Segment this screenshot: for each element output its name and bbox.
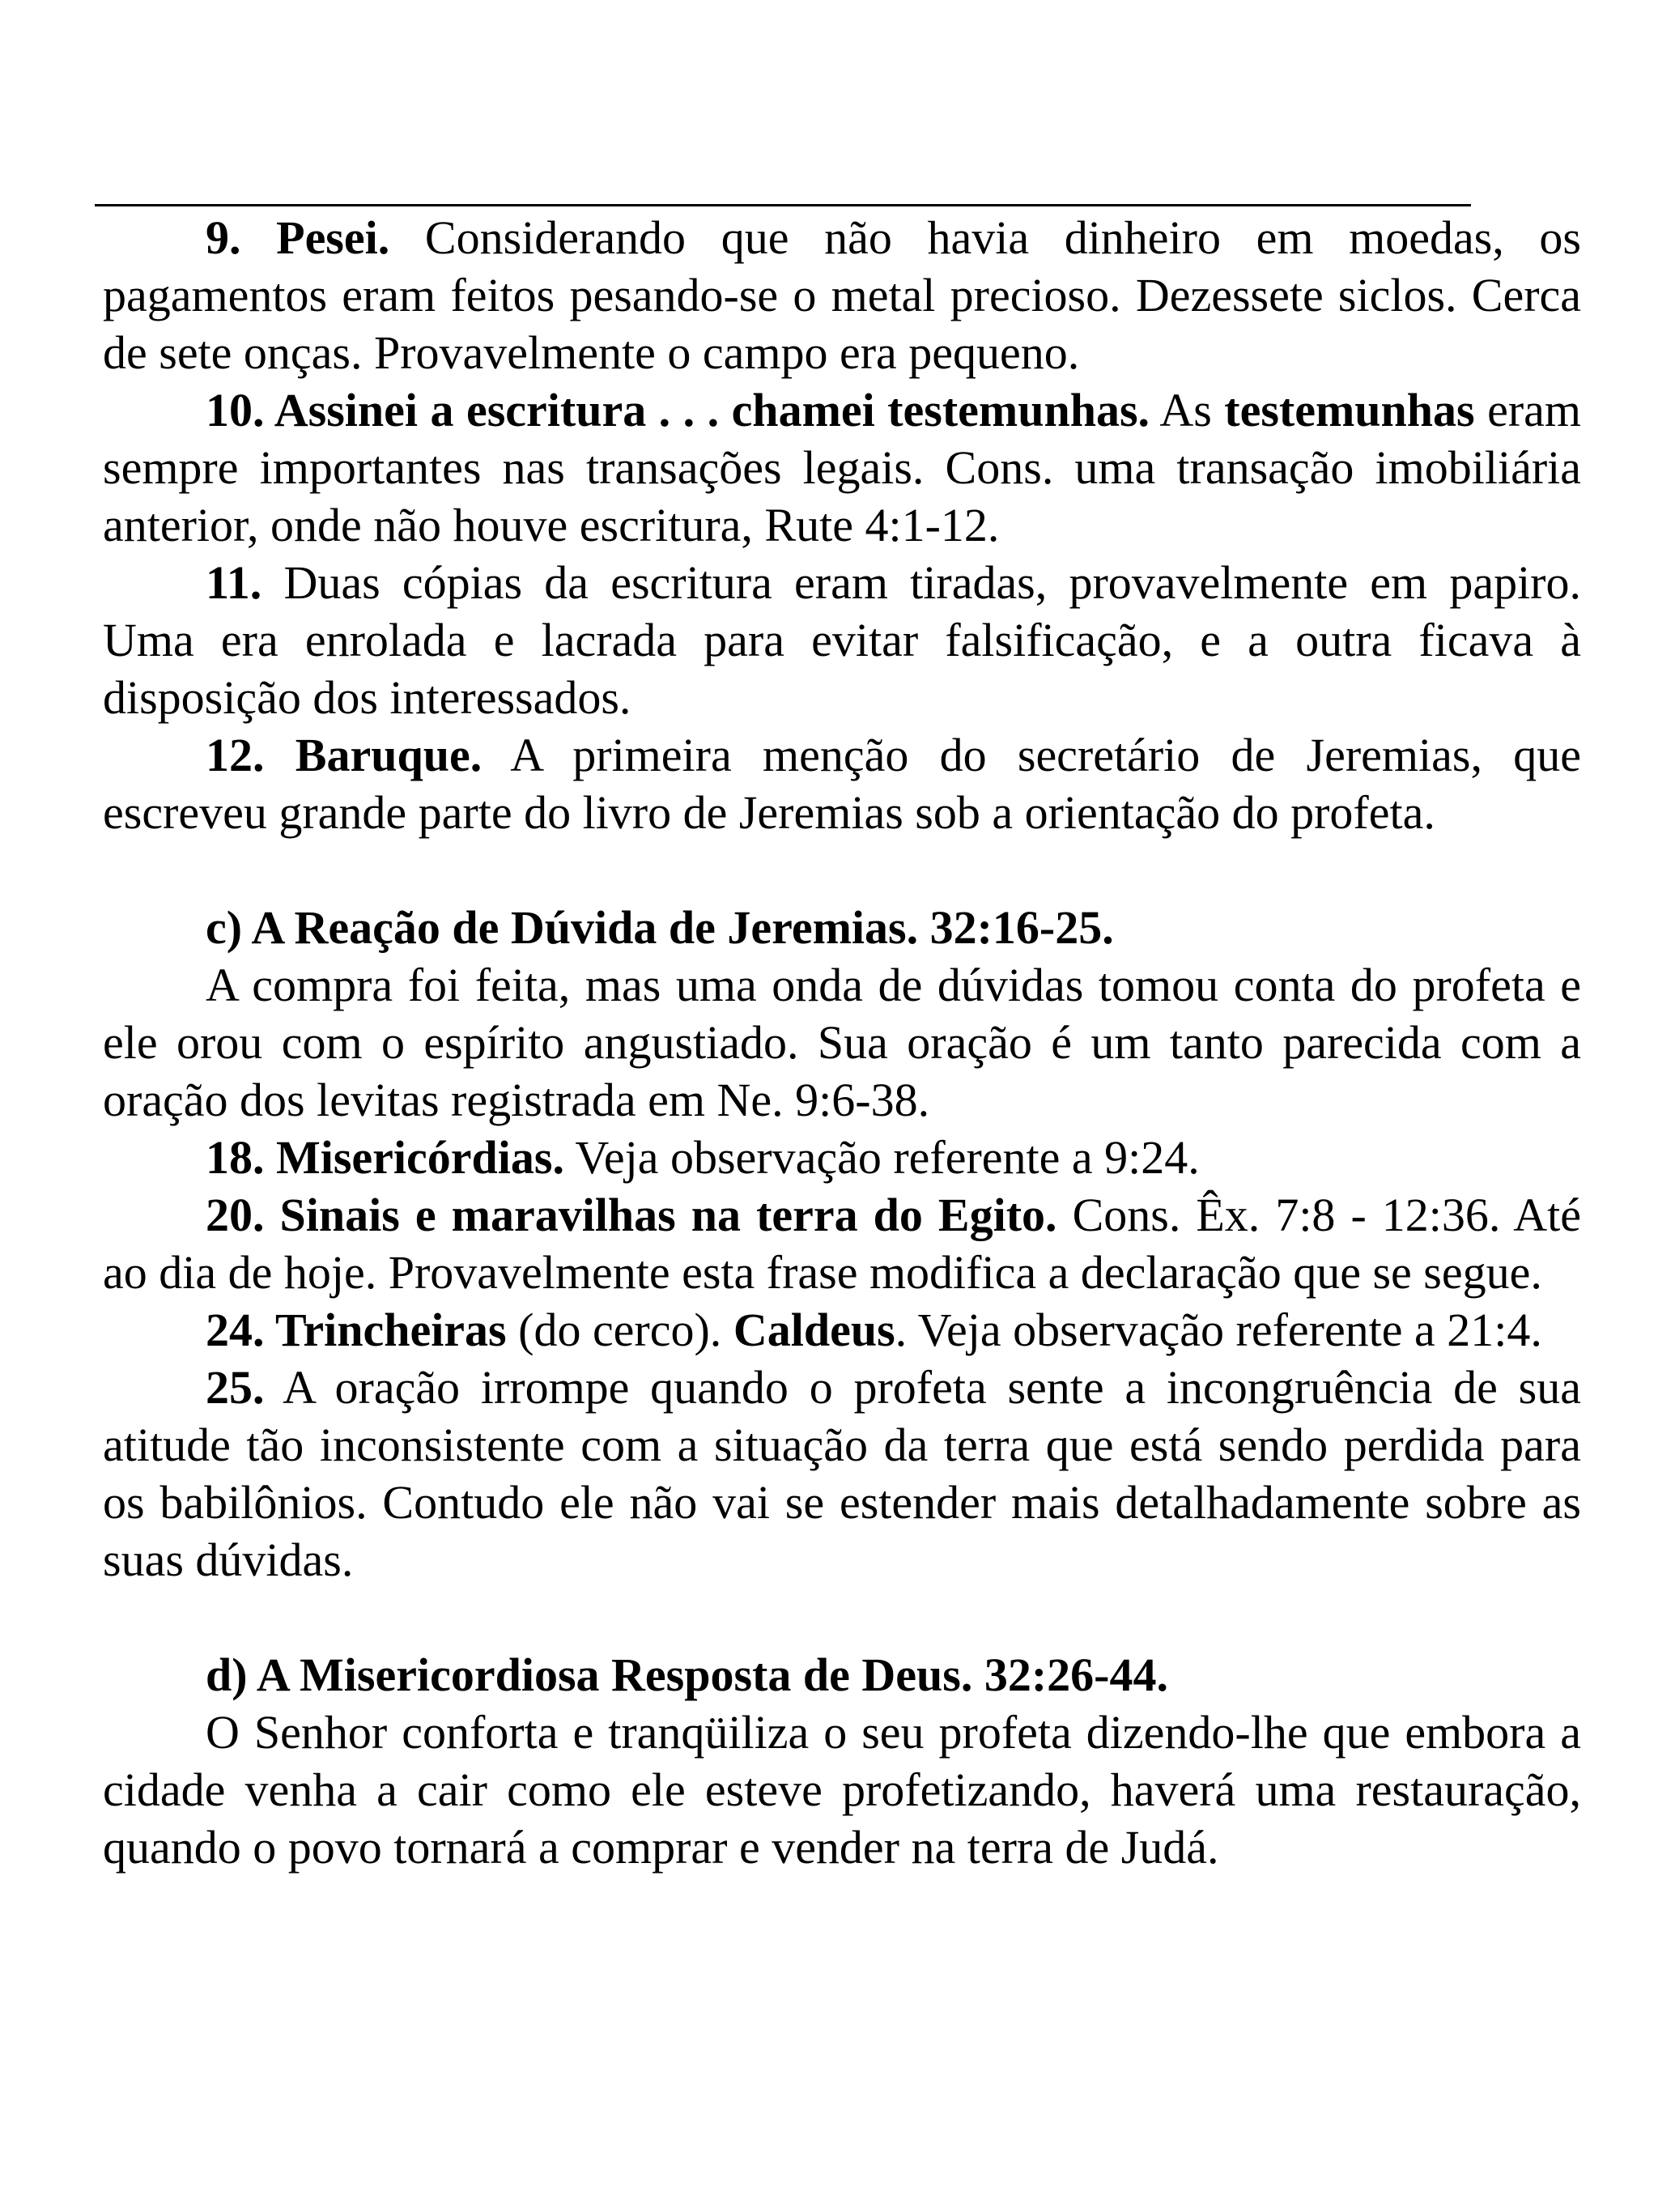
paragraph (103, 209, 1581, 381)
section-gap (103, 1589, 1581, 1646)
text-run: A primeira menção do secretário de Jeremias, que escreveu grande parte do livro de Jeremias sob a orientação do profeta. (103, 729, 1581, 839)
bold-text-run: Caldeus (733, 1304, 895, 1356)
page-body (103, 209, 1581, 1876)
text-run: Veja observação referente a 9:24. (563, 1131, 1200, 1184)
bold-text-run: d) A Misericordiosa Resposta de Deus. 32:26-44. (206, 1648, 1168, 1701)
paragraph (103, 381, 1581, 554)
text-run: O Senhor conforta e tranqüiliza o seu profeta dizendo-lhe que embora a cidade venha a cair como ele esteve profetizando, haverá uma restauração, quando o povo tornará a comprar e vender na terra de Judá. (103, 1706, 1581, 1874)
bold-text-run: 9. Pesei. (206, 211, 390, 264)
text-run: A oração irrompe quando o profeta sente a incongruência de sua atitude tão inconsistente com a situação da terra que está sendo perdida para os babilônios. Contudo ele não vai se estender mais detalhadamente sobre as suas dúvidas. (103, 1361, 1581, 1586)
paragraph (103, 1186, 1581, 1301)
paragraph (103, 899, 1581, 956)
header-rule (95, 204, 1471, 206)
paragraph (103, 1129, 1581, 1186)
bold-text-run: 11. (206, 556, 262, 609)
paragraph (103, 956, 1581, 1129)
text-run: Considerando que não havia dinheiro em moedas, os pagamentos eram feitos pesando-se o metal precioso. Dezessete siclos. Cerca de sete onças. Provavelmente o campo era pequeno. (103, 211, 1581, 379)
paragraph (103, 1359, 1581, 1589)
text-run: Duas cópias da escritura eram tiradas, provavelmente em papiro. Uma era enrolada e lacrada para evitar falsificação, e a outra ficava à disposição dos interessados. (103, 556, 1581, 724)
bold-text-run: 24. Trincheiras (206, 1304, 507, 1356)
section-gap (103, 841, 1581, 899)
bold-text-run: 20. Sinais e maravilhas na terra do Egito. (206, 1189, 1057, 1241)
bold-text-run: 12. Baruque. (206, 729, 483, 781)
text-run: (do cerco). (506, 1304, 733, 1356)
bold-text-run: 18. Misericórdias. (206, 1131, 564, 1184)
paragraph (103, 1301, 1581, 1359)
bold-text-run: 10. Assinei a escritura . . . chamei testemunhas. (206, 384, 1150, 436)
text-run: A compra foi feita, mas uma onda de dúvidas tomou conta do profeta e ele orou com o espírito angustiado. Sua oração é um tanto parecida com a oração dos levitas registrada em Ne. 9:6-38. (103, 959, 1581, 1126)
bold-text-run: c) A Reação de Dúvida de Jeremias. 32:16-25. (206, 901, 1114, 954)
text-run: Cons. Êx. 7:8 - 12:36. Até ao dia de hoje. Provavelmente esta frase modifica a declaração que se segue. (103, 1189, 1581, 1299)
bold-text-run: testemunhas (1224, 384, 1475, 436)
text-run: As (1150, 384, 1225, 436)
paragraph (103, 1704, 1581, 1876)
paragraph (103, 726, 1581, 841)
bold-text-run: 25. (206, 1361, 265, 1414)
text-run: eram sempre importantes nas transações legais. Cons. uma transação imobiliária anterior, onde não houve escritura, Rute 4:1-12. (103, 384, 1581, 551)
text-run: . Veja observação referente a 21:4. (895, 1304, 1542, 1356)
paragraph (103, 554, 1581, 726)
paragraph (103, 1646, 1581, 1704)
